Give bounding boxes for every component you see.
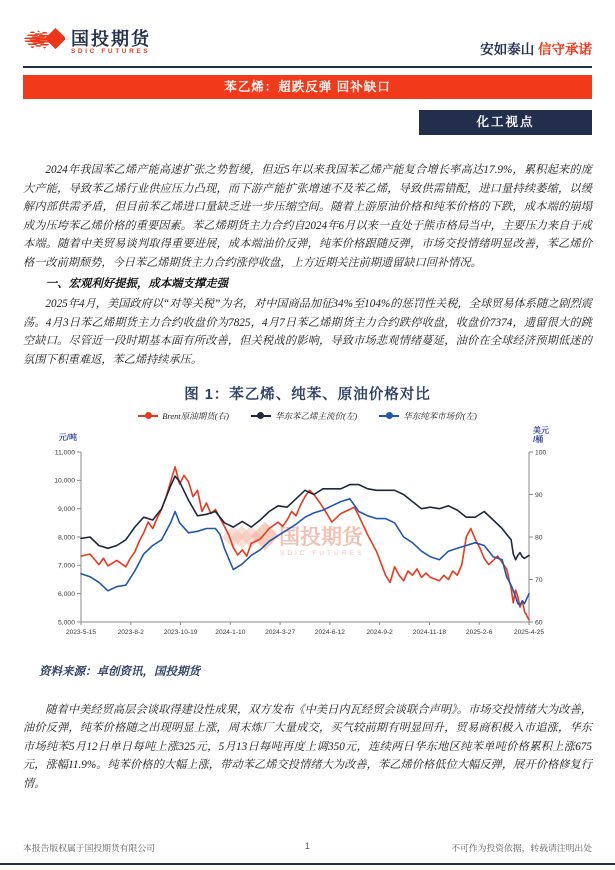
legend-line-marker-icon: [251, 415, 271, 417]
svg-text:2023-10-19: 2023-10-19: [163, 628, 198, 636]
legend-line-marker-icon: [138, 415, 158, 417]
price-comparison-chart: [23, 410, 592, 649]
svg-text:2025-2-6: 2025-2-6: [466, 628, 493, 636]
svg-text:2024-9-2: 2024-9-2: [366, 628, 393, 636]
svg-text:100: 100: [535, 448, 547, 456]
legend-item: [379, 410, 477, 422]
svg-text:9,000: 9,000: [57, 505, 75, 513]
footer-disclaimer: 不可作为投资依据，转载请注明出处: [451, 843, 592, 853]
svg-text:10,000: 10,000: [54, 477, 75, 485]
page-header: [23, 0, 592, 60]
svg-text:元/吨: 元/吨: [58, 432, 77, 442]
svg-text:美元: 美元: [533, 425, 549, 435]
footer-copyright: 本报告版权属于国投期货有限公司: [23, 843, 155, 853]
legend-item: [138, 410, 229, 422]
page-number: 1: [305, 841, 310, 851]
svg-text:60: 60: [535, 618, 543, 626]
svg-text:90: 90: [535, 491, 543, 499]
slogan-right: 信守承诺: [538, 42, 592, 57]
logo-text: [71, 30, 151, 56]
svg-text:2024-3-27: 2024-3-27: [265, 628, 296, 636]
chart-legend: [23, 410, 592, 422]
data-source-note: 资料来源：卓创资讯，国投期货: [39, 665, 200, 678]
svg-text:70: 70: [535, 576, 543, 584]
legend-label: 华东纯苯市场价(左): [403, 410, 477, 421]
svg-text:国投期货: 国投期货: [279, 525, 363, 549]
svg-text:2023-5-15: 2023-5-15: [65, 628, 97, 636]
article-body: [23, 161, 592, 794]
legend-label: Brent原油期货(右): [162, 410, 229, 421]
header-divider: [23, 66, 592, 68]
category-tag-row: [23, 110, 592, 135]
legend-label: 华东苯乙烯主流价(左): [274, 410, 358, 421]
sdic-diamond-logo-icon: [23, 25, 65, 60]
svg-text:/桶: /桶: [533, 434, 544, 444]
svg-text:6,000: 6,000: [57, 590, 75, 598]
chart-canvas: [23, 422, 589, 644]
svg-text:SDIC FUTURES: SDIC FUTURES: [280, 549, 365, 557]
svg-text:5,000: 5,000: [57, 618, 75, 626]
svg-text:11,000: 11,000: [54, 448, 75, 456]
slogan-left: 安如泰山: [480, 42, 535, 57]
section-heading-1: 一、宏观利好提振，成本端支撑走强: [45, 277, 229, 290]
page-footer: [23, 841, 592, 854]
header-slogan: [480, 38, 592, 60]
figure-title: 图 1：苯乙烯、纯苯、原油价格对比: [184, 386, 431, 403]
footer-divider: [0, 863, 615, 865]
legend-item: [251, 410, 357, 422]
paragraph-3: 随着中美经贸高层会谈取得建设性成果，双方发布《中美日内瓦经贸会谈联合声明》。市场交投情绪大为改善，油价反弹，纯苯价格随之出现明显上涨，周末炼厂大量成交，买气较前期有明显回升，贸易商积极入市追涨，华东市场纯苯5月12日单日每吨上涨325元，5月13日每吨再度上调350元，连续两日华东地区纯苯单吨价格累积上涨675元，涨幅11.9%。纯苯价格的大幅上涨，带动苯乙烯交投情绪大为改善，苯乙烯价格低位大幅反弹，展开价格修复行情。: [23, 703, 592, 790]
logo-name-cn: 国投期货: [71, 28, 151, 49]
svg-text:2023-8-2: 2023-8-2: [117, 628, 144, 636]
svg-text:2024-11-18: 2024-11-18: [412, 628, 447, 636]
company-logo: [23, 25, 151, 60]
svg-text:80: 80: [535, 533, 543, 541]
svg-text:8,000: 8,000: [57, 533, 75, 541]
category-tag: 化工视点: [419, 110, 592, 135]
svg-text:2024-6-12: 2024-6-12: [314, 628, 345, 636]
paragraph-2: 2025年4月，美国政府以“对等关税”为名，对中国商品加征34%至104%的惩罚性关税，全球贸易体系随之剧烈震荡。4月3日苯乙烯期货主力合约收盘价为7825，4月7日苯乙烯期货主力合约跌停收盘，收盘价7374，遗留很大的跳空缺口。尽管近一段时期基本面有所改善，但关税战的影响，导致市场悲观情绪蔓延，油价在全球经济预期低迷的氛围下积重难返，苯乙烯持续承压。: [23, 298, 592, 366]
svg-text:2024-1-10: 2024-1-10: [215, 628, 246, 636]
paragraph-1: 2024年我国苯乙烯产能高速扩张之势暂缓，但近5年以来我国苯乙烯产能复合增长率高达17.9%，累积起来的庞大产能，导致苯乙烯行业供应压力凸现，而下游产能扩张增速不及苯乙烯，导致供需错配，进口量持续萎缩，以缓解内部供需矛盾，但目前苯乙烯进口量缺乏进一步压缩空间。随着上游原油价格和纯苯价格的下跌，成本端的崩塌成为压垮苯乙烯价格的重要因素。苯乙烯期货主力合约自2024年6月以来一直处于熊市格局当中，主要压力来自于成本端。随着中美贸易谈判取得重要进展，成本端油价反弹，纯苯价格跟随反弹，市场交投情绪明显改善，苯乙烯价格一改前期颓势，今日苯乙烯期货主力合约涨停收盘，上方近期关注前期遗留缺口回补情况。: [23, 164, 592, 269]
svg-text:2025-4-25: 2025-4-25: [513, 628, 545, 636]
logo-name-en: SDIC FUTURES: [71, 47, 151, 55]
svg-text:7,000: 7,000: [57, 562, 75, 570]
report-title-banner: 苯乙烯：超跌反弹 回补缺口: [23, 75, 592, 99]
legend-line-marker-icon: [379, 415, 399, 417]
